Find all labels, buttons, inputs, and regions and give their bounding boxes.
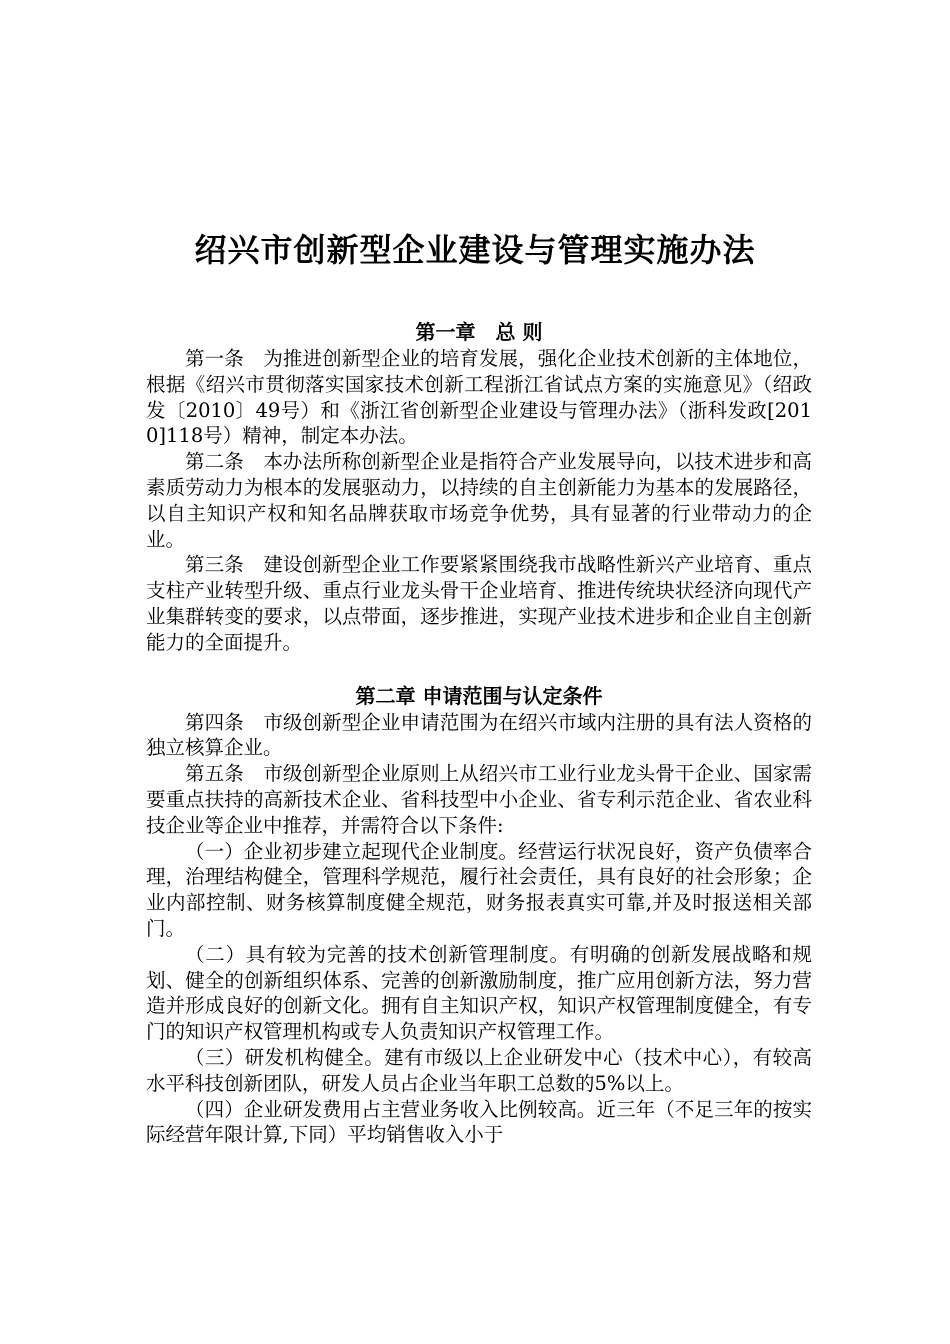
article-text: 本办法所称创新型企业是指符合产业发展导向，以技术进步和高素质劳动力为根本的发展驱动力，以持续的自主创新能力为基本的发展路径，以自主知识产权和知名品牌获取市场竞争优势，具有显著的行业带动力的企业。 xyxy=(146,450,812,551)
article-5-paragraph xyxy=(146,761,812,838)
chapter-2-heading: 第二章 申请范围与认定条件 xyxy=(355,683,603,708)
chapter-2-section xyxy=(146,682,812,1149)
chapter-1-heading: 第一章 总 则 xyxy=(415,320,543,344)
condition-1-paragraph xyxy=(146,839,812,942)
article-text: 市级创新型企业申请范围为在绍兴市域内注册的具有法人资格的独立核算企业。 xyxy=(146,710,812,760)
article-4-paragraph xyxy=(146,710,812,762)
article-text: 为推进创新型企业的培育发展，强化企业技术创新的主体地位，根据《绍兴市贯彻落实国家技术创新工程浙江省试点方案的实施意见》（绍政发〔2010〕49号）和《浙江省创新型企业建设与管理办法》（浙科发政[2010]118号）精神，制定本办法。 xyxy=(146,347,812,448)
document-title: 绍兴市创新型企业建设与管理实施办法 xyxy=(194,231,756,269)
article-text: 建设创新型企业工作要紧紧围绕我市战略性新兴产业培育、重点支柱产业转型升级、重点行业龙头骨干企业培育、推进传统块状经济向现代产业集群转变的要求，以点带面，逐步推进，实现产业技术进步和企业自主创新能力的全面提升。 xyxy=(146,553,812,654)
article-3-paragraph xyxy=(146,552,812,655)
condition-text: （一）企业初步建立起现代企业制度。经营运行状况良好，资产负债率合理，治理结构健全，管理科学规范，履行社会责任，具有良好的社会形象；企业内部控制、财务核算制度健全规范，财务报表真实可靠,并及时报送相关部门。 xyxy=(146,839,812,940)
article-1-paragraph xyxy=(146,346,812,449)
article-2-paragraph xyxy=(146,449,812,552)
chapter-1-section xyxy=(146,318,812,656)
article-number: 第一条 xyxy=(185,347,244,370)
condition-text: （二）具有较为完善的技术创新管理制度。有明确的创新发展战略和规划、健全的创新组织体系、完善的创新激励制度，推广应用创新方法，努力营造并形成良好的创新文化。拥有自主知识产权，知识产权管理制度健全，有专门的知识产权管理机构或专人负责知识产权管理工作。 xyxy=(146,942,812,1044)
document-body xyxy=(146,318,812,1148)
condition-text: （三）研发机构健全。建有市级以上企业研发中心（技术中心），有较高水平科技创新团队，研发人员占企业当年职工总数的5%以上。 xyxy=(146,1045,812,1095)
condition-text: （四）企业研发费用占主营业务收入比例较高。近三年（不足三年的按实际经营年限计算,下同）平均销售收入小于 xyxy=(146,1097,812,1147)
article-number: 第五条 xyxy=(185,762,244,786)
article-number: 第四条 xyxy=(185,710,244,734)
condition-4-paragraph xyxy=(146,1097,812,1149)
condition-3-paragraph xyxy=(146,1045,812,1097)
article-number: 第二条 xyxy=(185,450,244,474)
condition-2-paragraph xyxy=(146,942,812,1045)
article-text: 市级创新型企业原则上从绍兴市工业行业龙头骨干企业、国家需要重点扶持的高新技术企业、省科技型中小企业、省专利示范企业、省农业科技企业等企业中推荐，并需符合以下条件: xyxy=(146,762,812,837)
article-number: 第三条 xyxy=(185,553,244,577)
